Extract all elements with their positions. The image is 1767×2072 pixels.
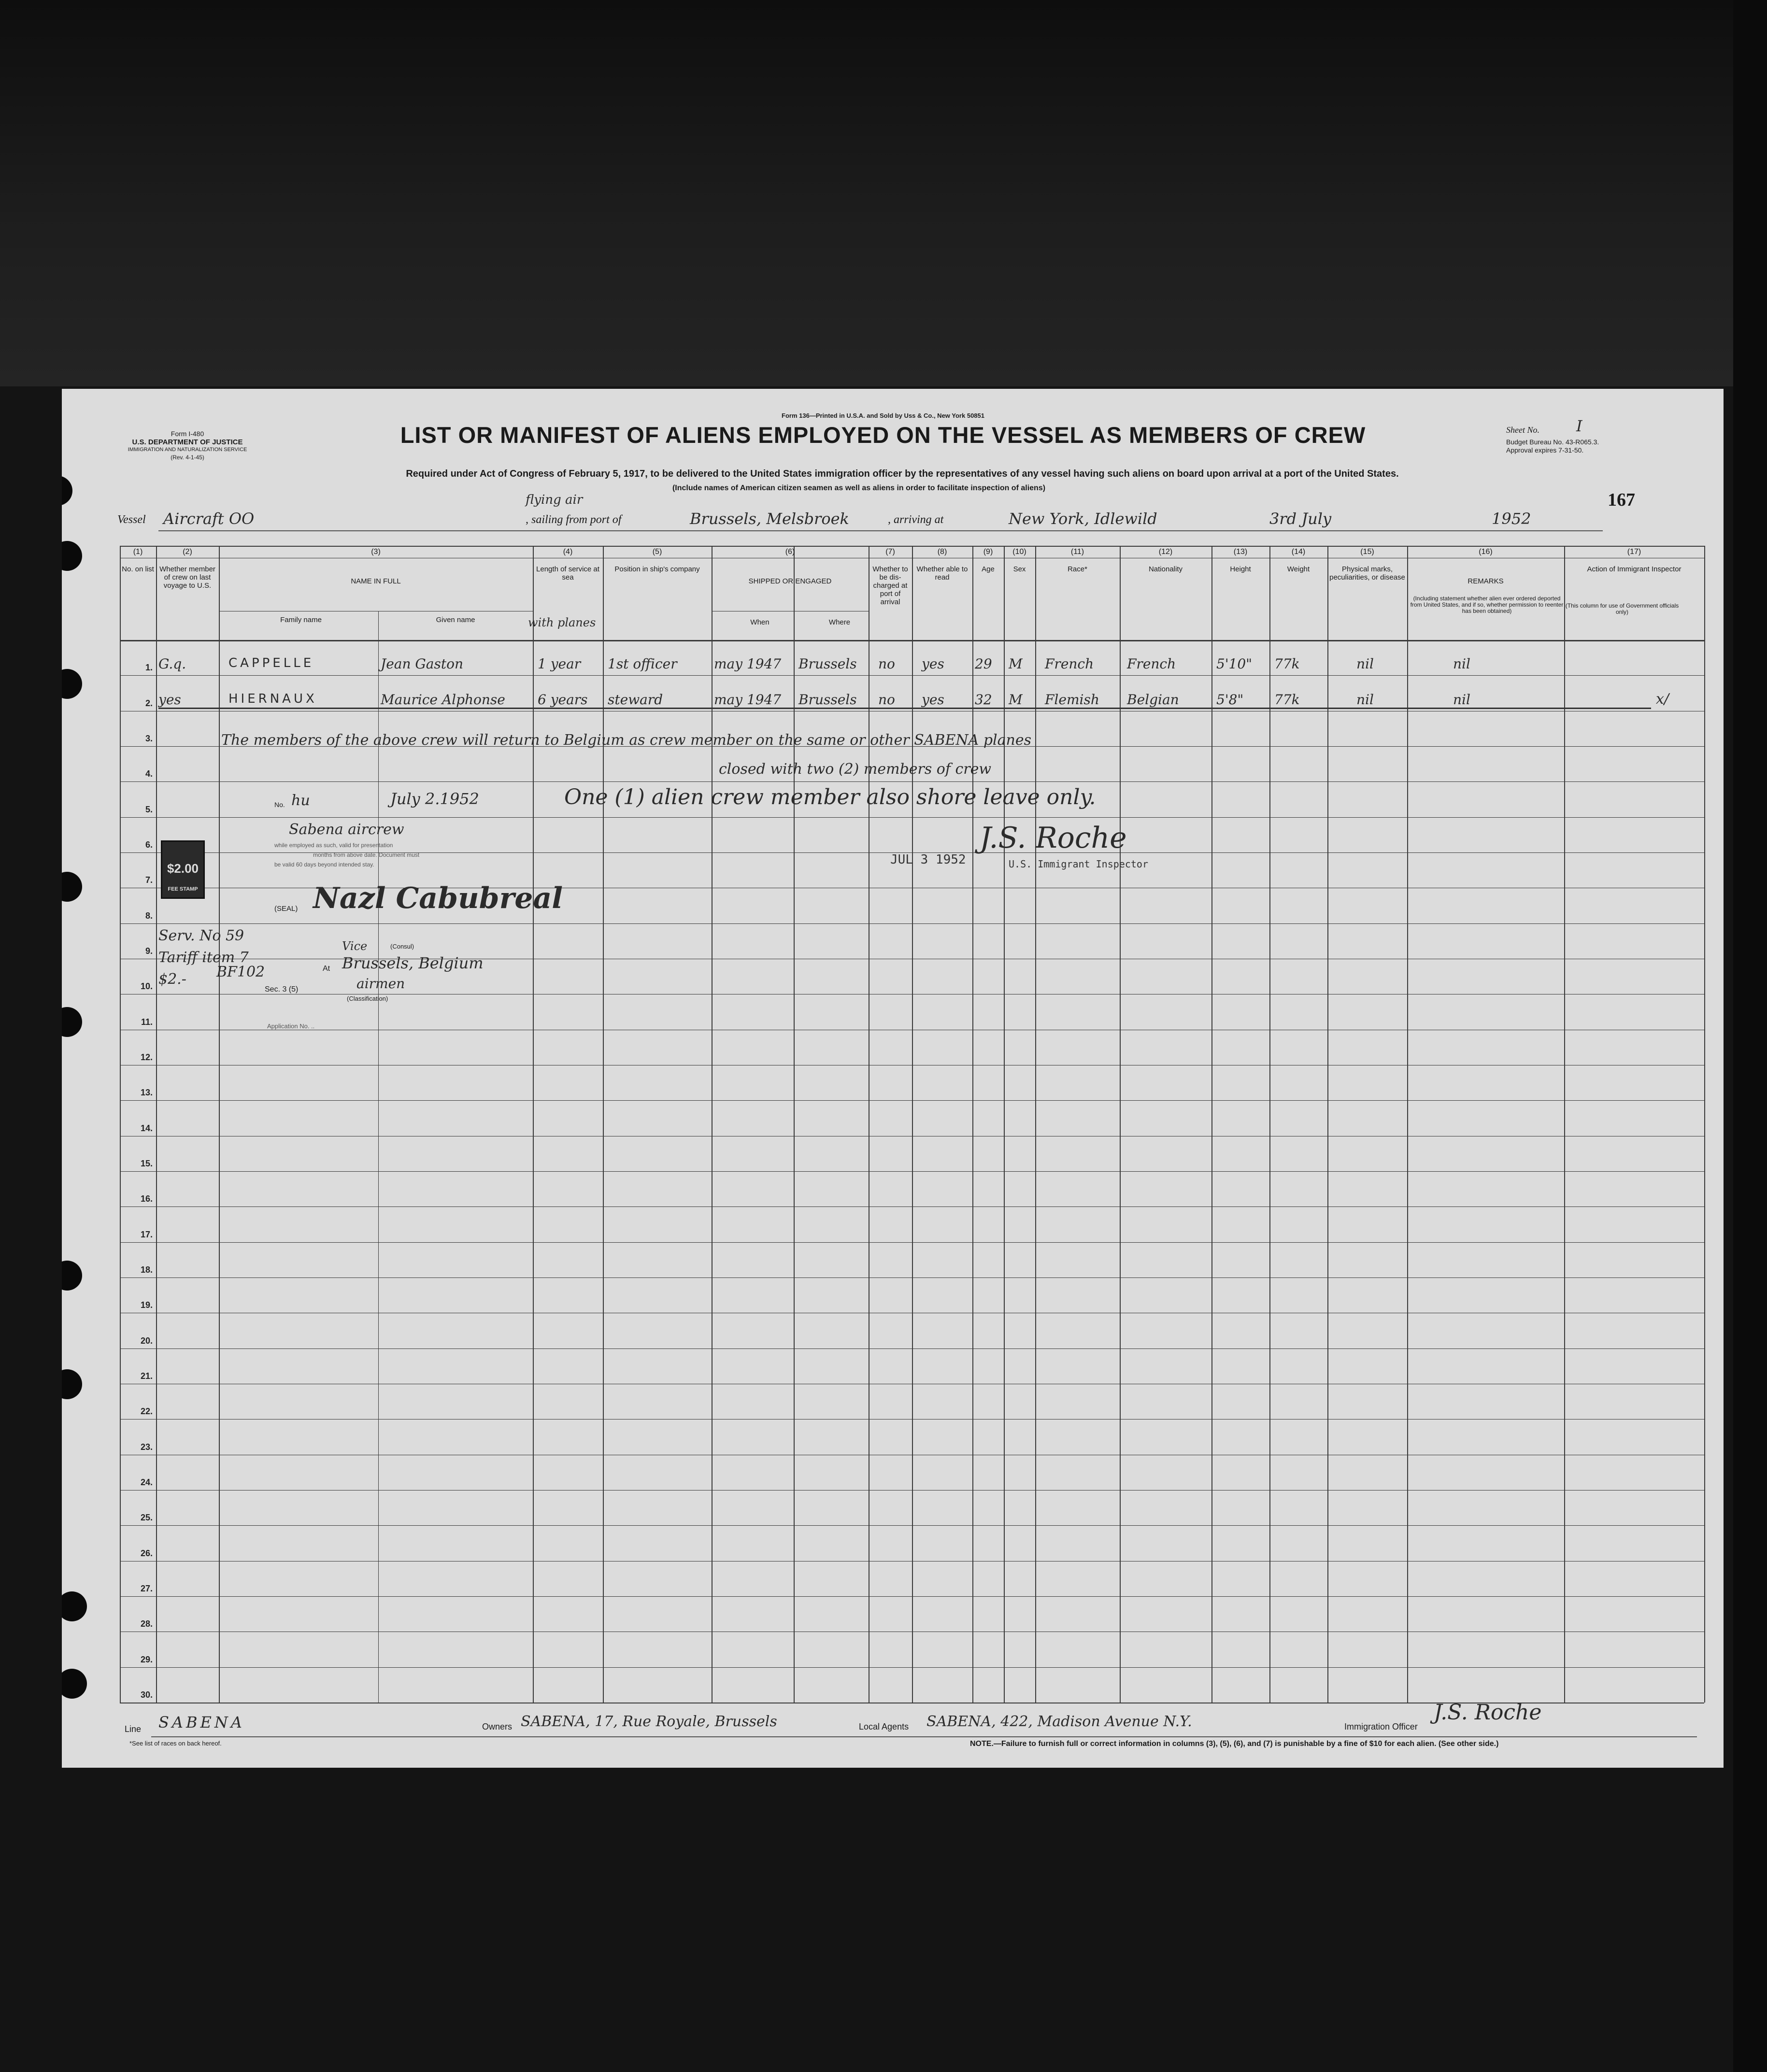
punch-hole <box>62 476 72 506</box>
column-number: (12) <box>1158 548 1173 556</box>
row-number: 30. <box>140 1690 153 1700</box>
row-age: 29 <box>975 656 992 672</box>
row-nationality: French <box>1127 656 1176 672</box>
action-note: (This column for use of Government officials only) <box>1565 602 1679 615</box>
row-height: 5'8" <box>1216 691 1244 708</box>
column-header: Nationality <box>1148 565 1183 573</box>
row-number: 29. <box>140 1654 153 1664</box>
row-c2: yes <box>158 691 181 708</box>
column-number: (16) <box>1479 548 1493 556</box>
row-given: Jean Gaston <box>381 656 463 672</box>
row-when: may 1947 <box>714 656 782 672</box>
column-header: Action of Immigrant Inspector <box>1587 565 1682 573</box>
row-number: 26. <box>140 1548 153 1558</box>
column-number: (9) <box>983 548 993 556</box>
column-header: SHIPPED OR ENGAGED <box>748 577 832 585</box>
note-line-5: One (1) alien crew member also shore leave only. <box>564 785 1096 809</box>
column-header: Whether able to read <box>916 565 968 582</box>
inspector-signature: J.S. Roche <box>980 821 1127 855</box>
column-header: NAME IN FULL <box>351 577 401 585</box>
row-number: 23. <box>140 1442 153 1452</box>
row-number: 4. <box>145 769 153 779</box>
row-age: 32 <box>975 691 992 708</box>
row-where: Brussels <box>798 656 857 672</box>
agents-value: SABENA, 422, Madison Avenue N.Y. <box>926 1713 1192 1730</box>
row-number: 8. <box>145 910 153 921</box>
column-divider <box>533 546 534 1703</box>
row-read: yes <box>922 656 944 672</box>
row-number: 1. <box>145 663 153 673</box>
row-number: 9. <box>145 946 153 956</box>
class-value: airmen <box>356 976 405 992</box>
column-header: Sex <box>1013 565 1026 573</box>
column-number: (17) <box>1627 548 1641 556</box>
row-height: 5'10" <box>1216 656 1253 672</box>
column-number: (7) <box>885 548 895 556</box>
seal-label: (SEAL) <box>274 905 298 913</box>
row-given: Maurice Alphonse <box>381 691 505 708</box>
row-marks: nil <box>1356 656 1374 672</box>
officer-label: Immigration Officer <box>1344 1722 1418 1731</box>
row-number: 21. <box>140 1371 153 1381</box>
column-divider <box>972 546 973 1703</box>
column-number: (14) <box>1291 548 1306 556</box>
include-note: (Include names of American citizen seamen as well as aliens in order to facilitate inspection of aliens) <box>672 484 1046 492</box>
row-remarks: nil <box>1453 691 1470 708</box>
date-value: 3rd July <box>1269 510 1332 528</box>
visa-printed-3: be valid 60 days beyond intended stay. <box>274 861 374 868</box>
column-divider <box>1327 546 1328 1703</box>
year-value: 1952 <box>1492 510 1531 528</box>
fine-note: NOTE.—Failure to furnish full or correct information in columns (3), (5), (6), and (7) is punishable by a fine of $10 for each alien. (See other side.) <box>970 1740 1499 1748</box>
punch-hole <box>62 1261 82 1291</box>
row-remarks: nil <box>1453 656 1470 672</box>
visa-by: Sabena aircrew <box>289 821 404 838</box>
column-number: (4) <box>563 548 573 556</box>
column-divider <box>603 546 604 1703</box>
manifest-sheet <box>62 389 1724 1768</box>
date-stamp: JUL 3 1952 <box>890 852 966 867</box>
with-planes-note: with planes <box>528 616 596 629</box>
fee-label: FEE STAMP <box>168 886 198 892</box>
column-header: Whether member of crew on last voyage to U.S. <box>159 565 215 590</box>
officer-value: J.S. Roche <box>1434 1700 1542 1725</box>
sheet-label: Sheet No. <box>1506 425 1539 435</box>
agents-label: Local Agents <box>859 1722 909 1731</box>
visa-printed-2: months from above date. Document must <box>313 852 420 858</box>
vessel-label: Vessel <box>117 513 146 526</box>
punch-hole <box>62 1669 87 1699</box>
row-race: French <box>1045 656 1094 672</box>
fee-amount: $2.00 <box>167 861 199 876</box>
line-value: SABENA <box>158 1713 245 1731</box>
row-service: 1 year <box>538 656 581 672</box>
visa-no-label: No. <box>274 801 285 809</box>
approval-expires: Approval expires 7-31-50. <box>1506 446 1584 454</box>
when-header: When <box>750 618 770 626</box>
row-family: HIERNAUX <box>228 691 317 706</box>
row-number: 18. <box>140 1265 153 1275</box>
arriving-label: , arriving at <box>888 513 944 526</box>
column-number: (13) <box>1233 548 1248 556</box>
bf-number: BF102 <box>216 964 265 980</box>
column-header: Race* <box>1068 565 1087 573</box>
row-c2: G.q. <box>158 656 186 672</box>
row-number: 11. <box>141 1017 153 1027</box>
owners-value: SABENA, 17, Rue Royale, Brussels <box>521 1713 777 1730</box>
column-header: REMARKS <box>1468 577 1504 585</box>
column-header: Whether to be dis-charged at port of arrival <box>872 565 908 606</box>
row-number: 16. <box>140 1194 153 1204</box>
sheet-number: I <box>1576 417 1582 435</box>
port-value: Brussels, Melsbroek <box>690 510 849 528</box>
tariff-item: Tariff item 7 <box>158 949 249 966</box>
column-number: (8) <box>937 548 947 556</box>
column-divider <box>1269 546 1270 1703</box>
row-sex: M <box>1009 691 1023 708</box>
row-weight: 77k <box>1274 691 1300 708</box>
visa-date: July 2.1952 <box>390 790 479 808</box>
column-divider <box>1120 546 1121 1703</box>
row-when: may 1947 <box>714 691 782 708</box>
department: U.S. DEPARTMENT OF JUSTICE <box>132 438 243 446</box>
flying-note: flying air <box>526 493 583 507</box>
row-marks: nil <box>1356 691 1374 708</box>
note-line-3: The members of the above crew will return to Belgium as crew member on the same or other SABENA planes <box>221 732 1031 749</box>
form-id: Form I-480 <box>171 430 204 438</box>
row-discharged: no <box>878 656 895 672</box>
owners-label: Owners <box>482 1722 513 1731</box>
fee-stamp <box>161 840 205 899</box>
consul-signature: Nazl Cabubreal <box>313 881 563 915</box>
footer-underline <box>151 1736 1697 1737</box>
column-number: (11) <box>1070 548 1084 556</box>
row-sex: M <box>1009 656 1023 672</box>
column-divider <box>1211 546 1212 1703</box>
scan-edge <box>1733 0 1767 2072</box>
row-family: CAPPELLE <box>228 656 314 671</box>
column-header: Age <box>982 565 995 573</box>
column-number: (5) <box>652 548 662 556</box>
strike-line <box>158 708 1651 709</box>
row-number: 17. <box>140 1229 153 1239</box>
column-divider <box>1564 546 1565 1703</box>
punch-hole <box>62 1007 82 1037</box>
column-divider <box>1704 546 1705 1703</box>
column-header: Height <box>1230 565 1251 573</box>
row-number: 3. <box>145 734 153 743</box>
sailing-label: , sailing from port of <box>526 513 622 526</box>
arriving-value: New York, Idlewild <box>1009 510 1157 528</box>
row-number: 28. <box>140 1619 153 1629</box>
visa-no-value: hu <box>291 792 310 809</box>
margin-mark: x/ <box>1656 691 1669 708</box>
note-line-4: closed with two (2) members of crew <box>719 761 992 778</box>
where-header: Where <box>828 618 851 626</box>
form-title: LIST OR MANIFEST OF ALIENS EMPLOYED ON THE VESSEL AS MEMBERS OF CREW <box>400 422 1366 448</box>
service: IMMIGRATION AND NATURALIZATION SERVICE <box>128 447 247 453</box>
column-divider <box>156 546 157 1703</box>
column-divider <box>1004 546 1005 1703</box>
given-name-divider <box>378 611 379 1703</box>
punch-hole <box>62 541 82 571</box>
revision: (Rev. 4-1-45) <box>171 454 204 461</box>
row-number: 5. <box>145 804 153 814</box>
visa-printed-1: while employed as such, valid for presentation <box>274 842 393 849</box>
serv-number: Serv. No 59 <box>158 927 244 944</box>
column-divider <box>219 546 220 1703</box>
line-label: Line <box>125 1724 142 1734</box>
at-value: Brussels, Belgium <box>342 954 484 972</box>
row-number: 6. <box>145 840 153 850</box>
remarks-note: (Including statement whether alien ever ordered deported from United States, and if so, whether permission to reenter has been obtained) <box>1410 595 1564 614</box>
column-divider <box>912 546 913 1703</box>
inspector-title: U.S. Immigrant Inspector <box>1009 858 1148 870</box>
row-number: 24. <box>140 1477 153 1487</box>
application-label: Application No. .. <box>267 1022 315 1030</box>
column-header: Weight <box>1287 565 1310 573</box>
column-divider <box>120 546 121 1703</box>
column-number: (2) <box>183 548 192 556</box>
budget-bureau: Budget Bureau No. 43-R065.3. <box>1506 438 1599 446</box>
consul-label: (Consul) <box>390 943 414 950</box>
punch-hole <box>62 1591 87 1621</box>
tariff-amount: $2.- <box>158 971 186 988</box>
row-number: 2. <box>145 698 153 708</box>
punch-hole <box>62 1369 82 1399</box>
row-read: yes <box>922 691 944 708</box>
consul-value: Vice <box>342 939 368 953</box>
column-divider <box>1407 546 1408 1703</box>
column-number: (10) <box>1012 548 1026 556</box>
column-header: No. on list <box>122 565 154 573</box>
classification-label: (Classification) <box>347 995 388 1002</box>
punch-hole <box>62 872 82 902</box>
row-number: 7. <box>145 875 153 885</box>
row-nationality: Belgian <box>1127 691 1179 708</box>
row-number: 10. <box>140 981 153 992</box>
scan-background <box>0 0 1767 386</box>
column-number: (6) <box>785 548 795 556</box>
sec-label: Sec. 3 (5) <box>265 985 299 993</box>
required-note: Required under Act of Congress of February 5, 1917, to be delivered to the United States immigration officer by the representatives of any vessel having such aliens on board upon arrival at a port of the United States. <box>406 468 1399 479</box>
column-header: Length of service at sea <box>536 565 599 582</box>
vessel-underline <box>158 530 1603 531</box>
row-service: 6 years <box>538 691 588 708</box>
row-discharged: no <box>878 691 895 708</box>
column-number: (3) <box>371 548 381 556</box>
row-number: 12. <box>140 1052 153 1062</box>
row-number: 13. <box>140 1088 153 1098</box>
column-header: Position in ship's company <box>614 565 700 573</box>
row-number: 14. <box>140 1123 153 1133</box>
at-label: At <box>323 965 330 973</box>
row-number: 19. <box>140 1300 153 1310</box>
row-weight: 77k <box>1274 656 1300 672</box>
given-name-header: Given name <box>436 616 475 624</box>
races-note: *See list of races on back hereof. <box>129 1740 222 1747</box>
vessel-value: Aircraft OO <box>163 510 255 528</box>
family-name-header: Family name <box>280 616 322 624</box>
column-divider <box>1035 546 1036 1703</box>
row-number: 20. <box>140 1335 153 1346</box>
row-race: Flemish <box>1045 691 1099 708</box>
row-number: 22. <box>140 1406 153 1417</box>
column-number: (1) <box>133 548 143 556</box>
column-header: Physical marks, peculiarities, or disease <box>1329 565 1405 582</box>
row-position: 1st officer <box>608 656 677 672</box>
row-number: 25. <box>140 1513 153 1523</box>
row-number: 27. <box>140 1584 153 1593</box>
row-number: 15. <box>140 1159 153 1168</box>
punch-hole <box>62 669 82 699</box>
row-where: Brussels <box>798 691 857 708</box>
printer-note: Form 136—Printed in U.S.A. and Sold by Uss & Co., New York 50851 <box>782 412 984 419</box>
row-position: steward <box>608 691 663 708</box>
page-number: 167 <box>1608 490 1635 510</box>
column-number: (15) <box>1360 548 1374 556</box>
